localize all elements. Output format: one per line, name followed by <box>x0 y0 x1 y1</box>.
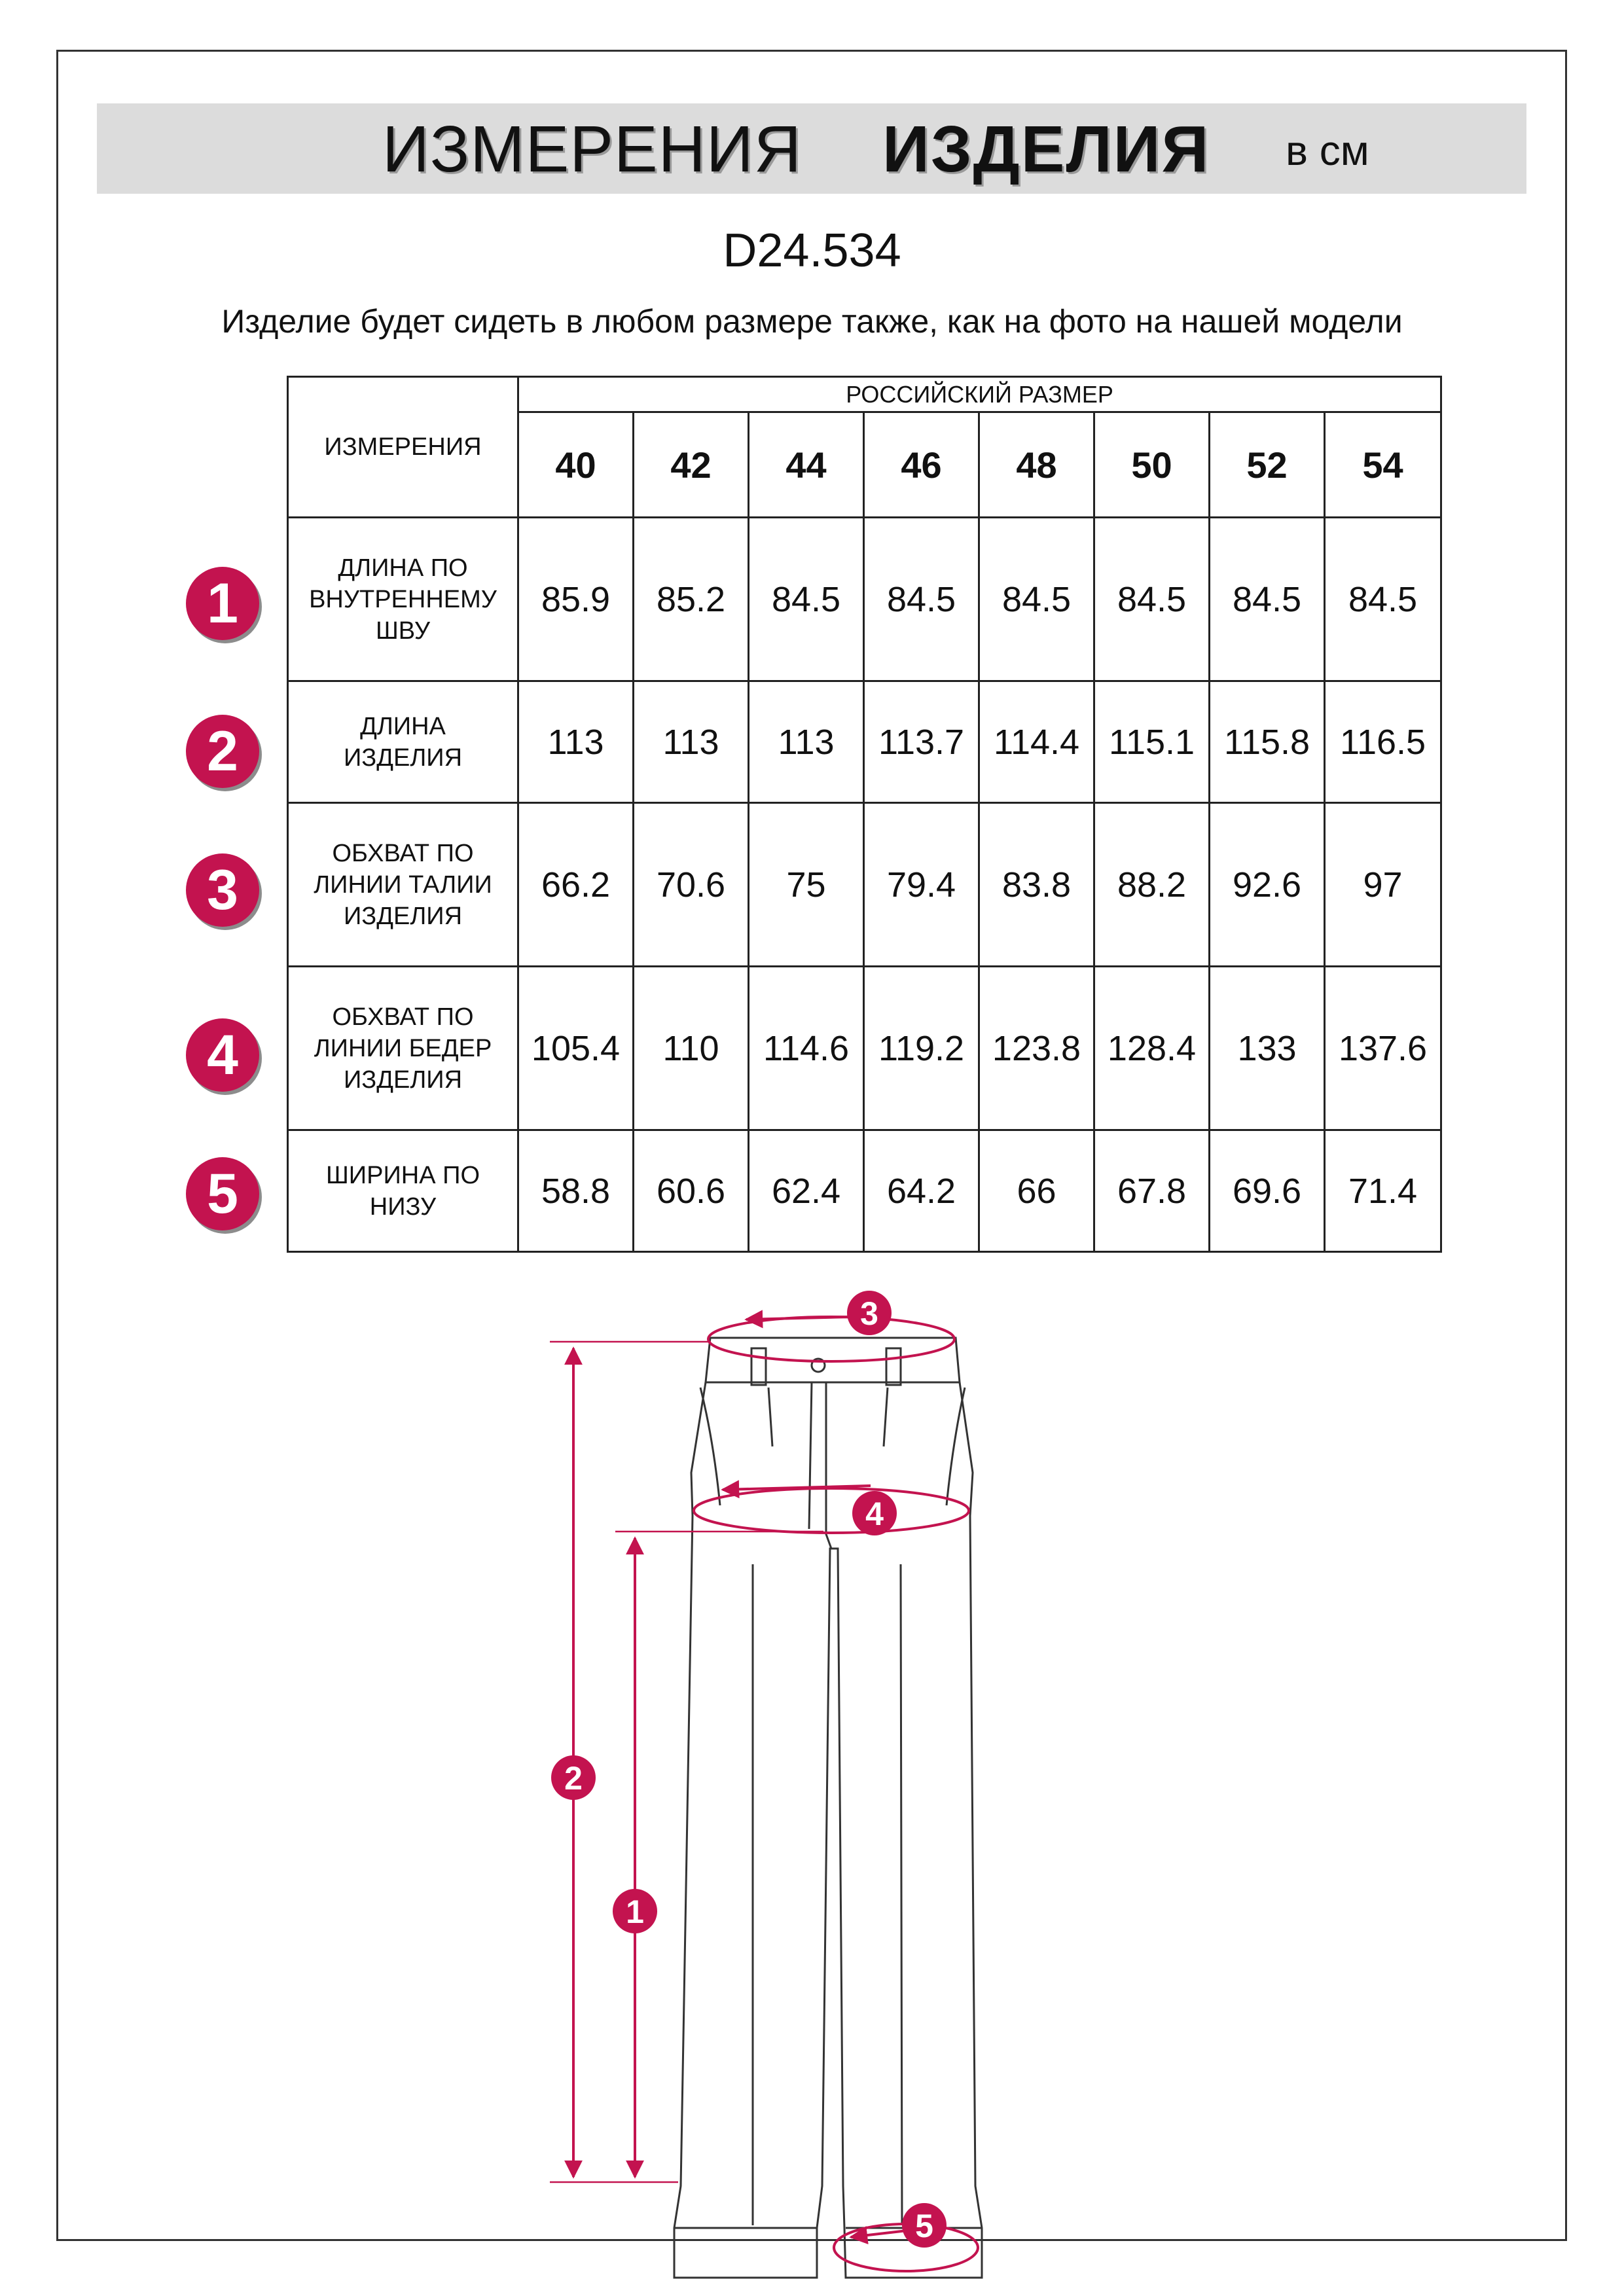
circumference-rings <box>694 1317 978 2271</box>
size-header: 48 <box>979 412 1094 518</box>
table-cell: 88.2 <box>1094 803 1210 967</box>
size-header: 52 <box>1210 412 1325 518</box>
table-cell: 84.5 <box>864 518 979 681</box>
marker-4-label: 4 <box>865 1496 884 1532</box>
table-cell: 114.4 <box>979 681 1094 803</box>
row-label: ДЛИНА ПО ВНУТРЕННЕМУ ШВУ <box>288 518 518 681</box>
table-cell: 105.4 <box>518 967 634 1130</box>
table-cell: 123.8 <box>979 967 1094 1130</box>
row-number-badge: 2 <box>186 715 259 788</box>
size-header: 46 <box>864 412 979 518</box>
table-cell: 116.5 <box>1325 681 1441 803</box>
table-cell: 85.9 <box>518 518 634 681</box>
diagram-markers <box>551 1291 947 2248</box>
row-number-badge: 5 <box>186 1157 259 1230</box>
row-number-badge: 4 <box>186 1018 259 1092</box>
title-measurements: ИЗМЕРЕНИЯ <box>382 113 802 186</box>
table-cell: 115.1 <box>1094 681 1210 803</box>
table-cell: 92.6 <box>1210 803 1325 967</box>
measure-header: ИЗМЕРЕНИЯ <box>288 377 518 518</box>
table-cell: 84.5 <box>979 518 1094 681</box>
title-product: ИЗДЕЛИЯ <box>882 113 1210 186</box>
table-cell: 113 <box>634 681 749 803</box>
table-cell: 79.4 <box>864 803 979 967</box>
marker-2-label: 2 <box>564 1760 583 1797</box>
marker-4 <box>852 1491 897 1535</box>
table-cell: 114.6 <box>749 967 864 1130</box>
row-number-badge: 1 <box>186 567 259 640</box>
row-number-badge: 3 <box>186 853 259 927</box>
table-cell: 119.2 <box>864 967 979 1130</box>
table-cell: 133 <box>1210 967 1325 1130</box>
fit-note: Изделие будет сидеть в любом размере также, как на фото на нашей модели <box>221 303 1403 340</box>
table-cell: 84.5 <box>749 518 864 681</box>
row-label: ОБХВАТ ПО ЛИНИИ ТАЛИИ ИЗДЕЛИЯ <box>288 803 518 967</box>
table-cell: 58.8 <box>518 1130 634 1252</box>
marker-2 <box>551 1755 596 1800</box>
table-cell: 62.4 <box>749 1130 864 1252</box>
table-cell: 75 <box>749 803 864 967</box>
trousers-outline <box>674 1338 982 2278</box>
table-cell: 110 <box>634 967 749 1130</box>
table-cell: 71.4 <box>1325 1130 1441 1252</box>
table-cell: 60.6 <box>634 1130 749 1252</box>
size-header: 54 <box>1325 412 1441 518</box>
marker-3 <box>847 1291 892 1335</box>
marker-1-label: 1 <box>626 1893 644 1930</box>
table-cell: 97 <box>1325 803 1441 967</box>
size-header: 50 <box>1094 412 1210 518</box>
row-label: ШИРИНА ПО НИЗУ <box>288 1130 518 1252</box>
marker-3-label: 3 <box>860 1295 878 1332</box>
marker-1 <box>613 1889 657 1933</box>
marker-5-label: 5 <box>915 2208 933 2244</box>
row-label: ДЛИНА ИЗДЕЛИЯ <box>288 681 518 803</box>
table-cell: 83.8 <box>979 803 1094 967</box>
table-cell: 85.2 <box>634 518 749 681</box>
size-header: 44 <box>749 412 864 518</box>
title-unit: в см <box>1286 127 1369 174</box>
table-cell: 84.5 <box>1210 518 1325 681</box>
table-cell: 113.7 <box>864 681 979 803</box>
guide-lines <box>550 1342 823 2182</box>
table-cell: 113 <box>518 681 634 803</box>
table-cell: 67.8 <box>1094 1130 1210 1252</box>
row-label: ОБХВАТ ПО ЛИНИИ БЕДЕР ИЗДЕЛИЯ <box>288 967 518 1130</box>
table-cell: 128.4 <box>1094 967 1210 1130</box>
size-group-header: РОССИЙСКИЙ РАЗМЕР <box>518 377 1441 412</box>
table-cell: 70.6 <box>634 803 749 967</box>
table-cell: 84.5 <box>1094 518 1210 681</box>
size-header: 42 <box>634 412 749 518</box>
table-cell: 69.6 <box>1210 1130 1325 1252</box>
marker-5 <box>902 2203 947 2248</box>
table-cell: 115.8 <box>1210 681 1325 803</box>
table-cell: 113 <box>749 681 864 803</box>
article-code: D24.534 <box>723 224 901 277</box>
table-cell: 84.5 <box>1325 518 1441 681</box>
table-cell: 137.6 <box>1325 967 1441 1130</box>
table-cell: 66.2 <box>518 803 634 967</box>
table-cell: 66 <box>979 1130 1094 1252</box>
table-cell: 64.2 <box>864 1130 979 1252</box>
size-header: 40 <box>518 412 634 518</box>
